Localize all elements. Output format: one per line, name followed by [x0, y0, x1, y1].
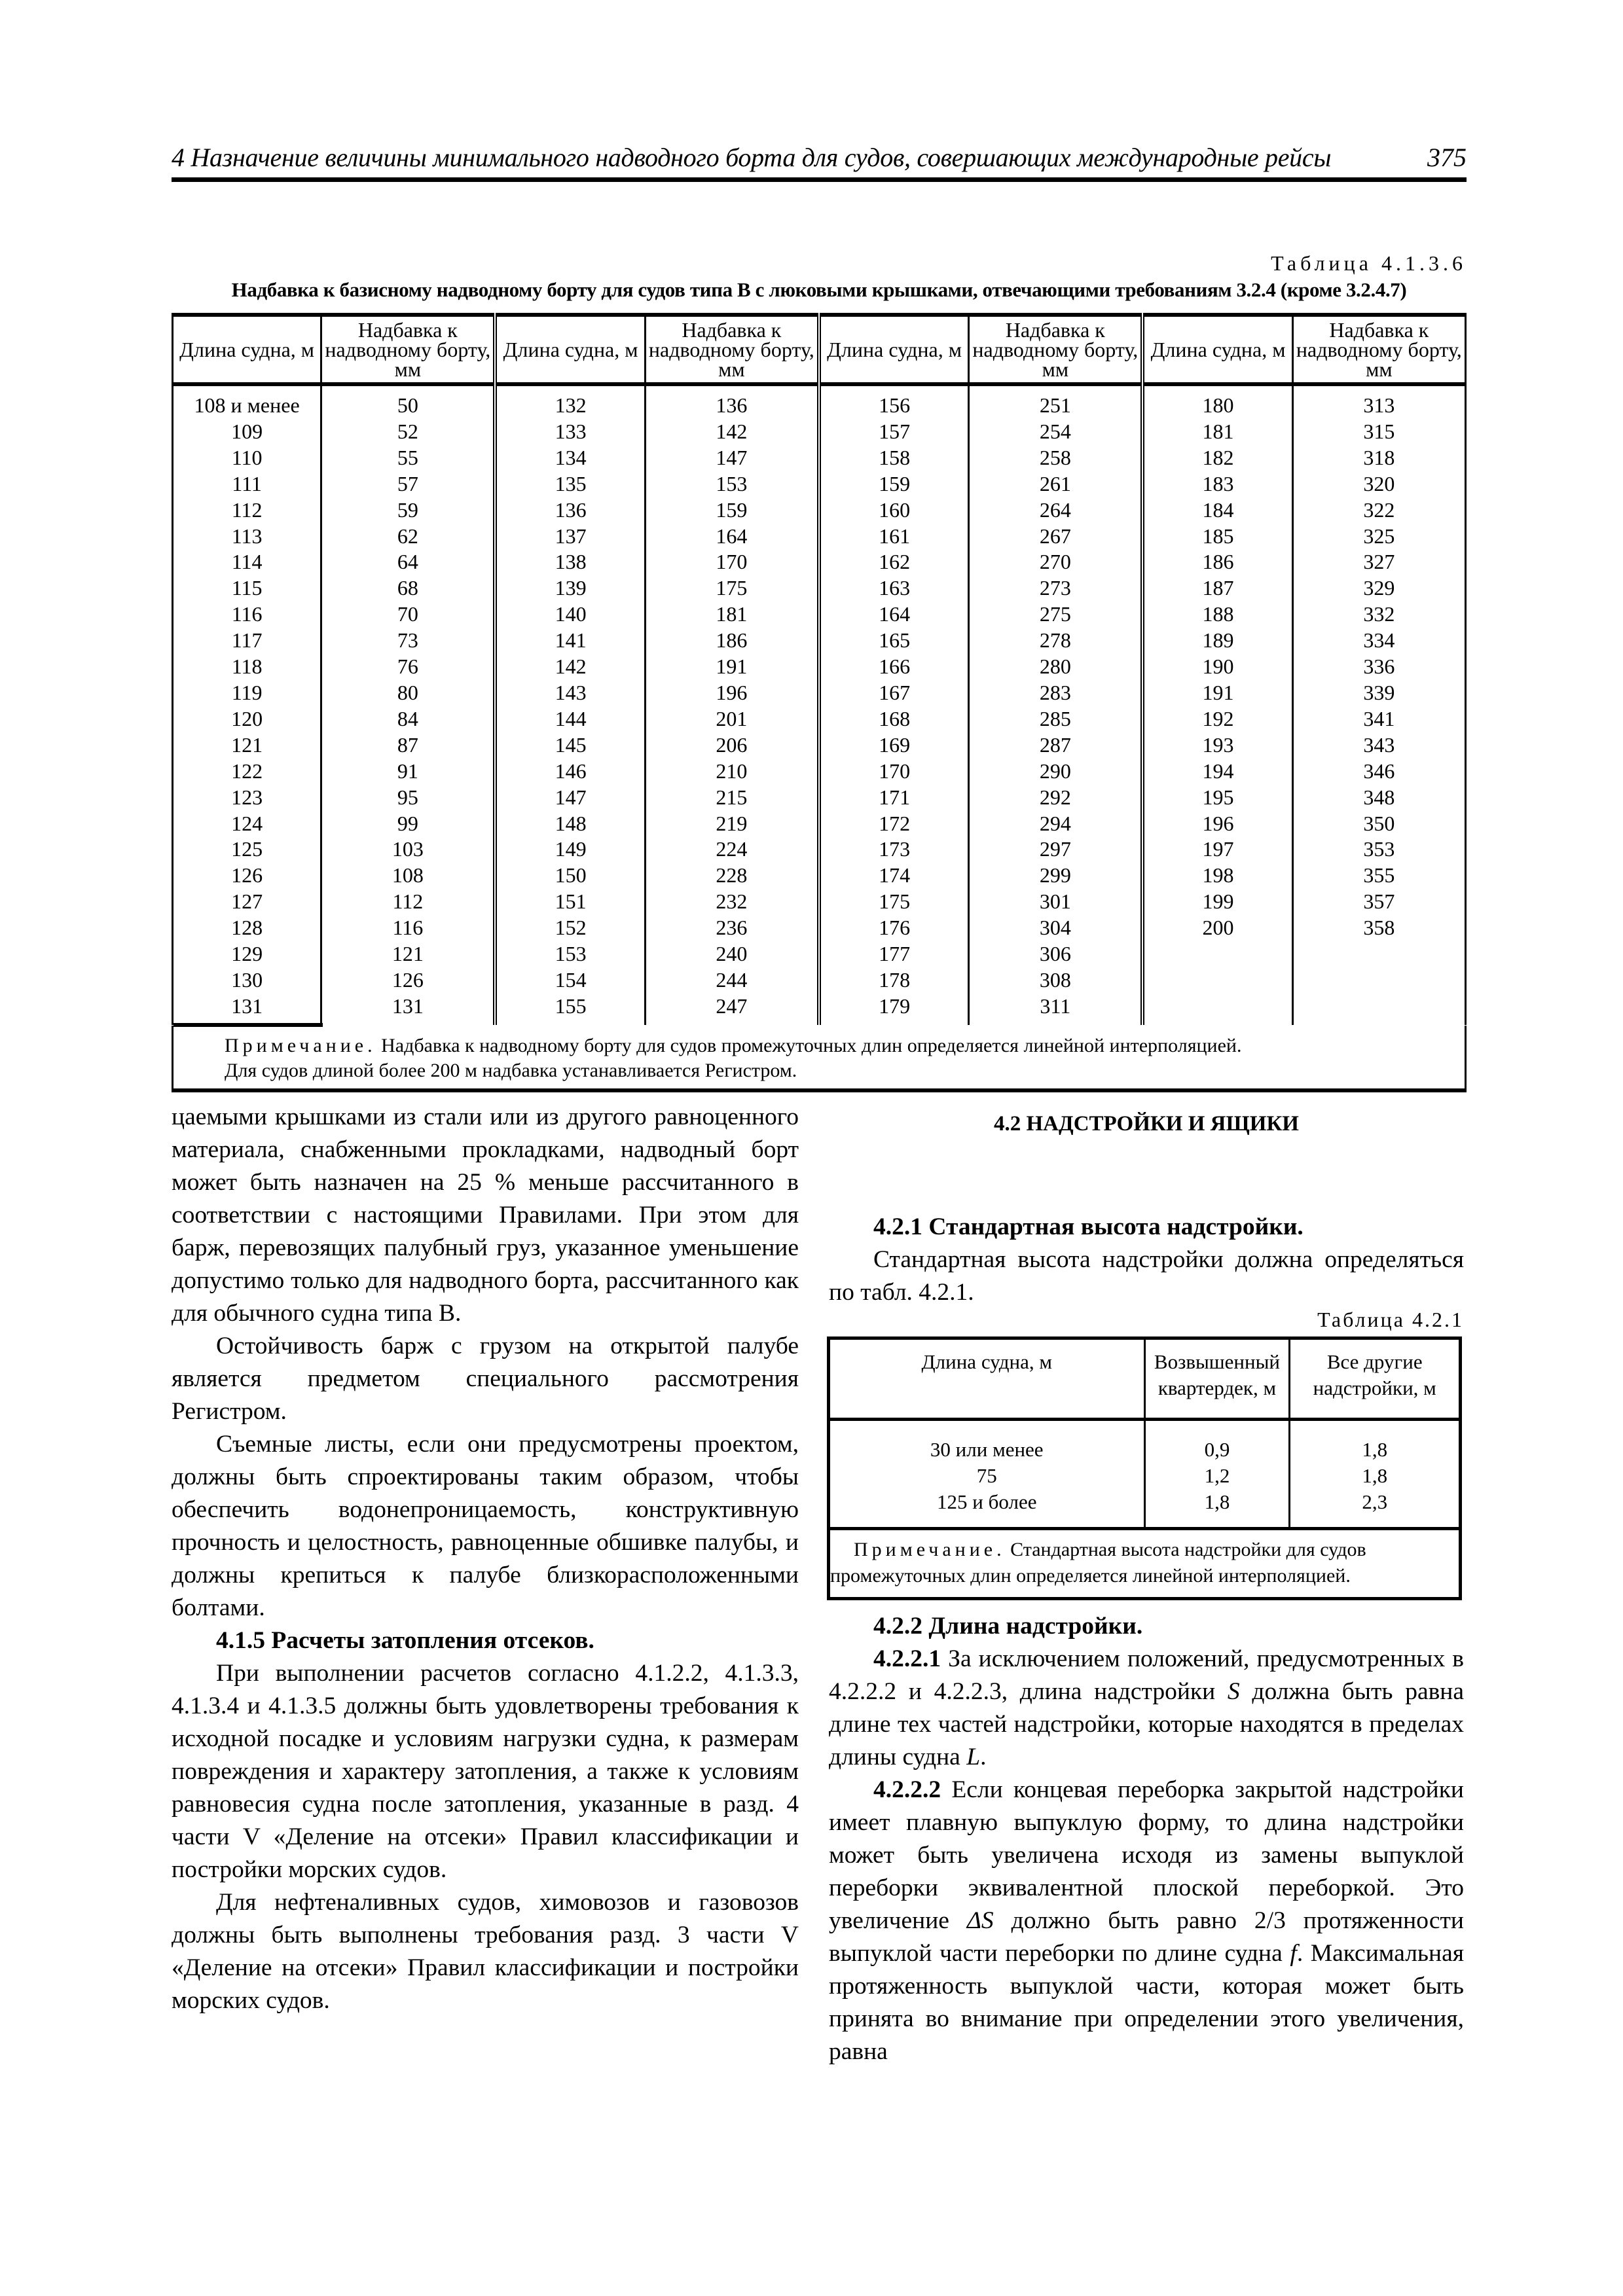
cell-ship-length: 138	[495, 549, 645, 575]
cell-ship-length: 180	[1142, 384, 1292, 419]
cell-ship-length: 131	[173, 994, 321, 1025]
cell-freeboard-correction: 84	[321, 706, 496, 732]
cell-ship-length: 159	[819, 471, 969, 497]
cell-freeboard-correction: 76	[321, 654, 496, 680]
cell-ship-length: 173	[819, 836, 969, 863]
table-row: 30 или менее 0,9 1,8	[829, 1420, 1461, 1463]
cell-ship-length: 187	[1142, 575, 1292, 601]
cell-ship-length: 188	[1142, 601, 1292, 628]
section-heading-4-2-1: 4.2.1 Стандартная высота надстройки.	[873, 1213, 1304, 1240]
cell-freeboard-correction: 108	[321, 863, 496, 889]
cell-ship-length: 169	[819, 732, 969, 759]
table-row	[173, 836, 1466, 863]
cell-freeboard-correction: 215	[645, 785, 819, 811]
cell-ship-length: 153	[495, 941, 645, 967]
cell-freeboard-correction: 299	[969, 863, 1143, 889]
header-correction: Надбавка к надводному борту, мм	[645, 315, 819, 384]
section-title-4-2: 4.2 НАДСТРОЙКИ И ЯЩИКИ	[994, 1112, 1299, 1136]
cell-ship-length: 154	[495, 967, 645, 994]
cell-freeboard-correction: 175	[645, 575, 819, 601]
cell-freeboard-correction: 87	[321, 732, 496, 759]
cell-freeboard-correction: 91	[321, 759, 496, 785]
table-row	[173, 863, 1466, 889]
cell-ship-length: 185	[1142, 524, 1292, 550]
table-row	[173, 967, 1466, 994]
cell-freeboard-correction: 121	[321, 941, 496, 967]
table-row	[173, 497, 1466, 524]
cell-ship-length: 144	[495, 706, 645, 732]
cell-ship-length	[1142, 967, 1292, 994]
note-text: Стандартная высота надстройки для судов промежуточных длин определяется линейной интерполяцией.	[830, 1539, 1366, 1587]
cell-freeboard-correction: 62	[321, 524, 496, 550]
cell-ship-length: 171	[819, 785, 969, 811]
cell-ship-length: 166	[819, 654, 969, 680]
cell-ship-length: 161	[819, 524, 969, 550]
cell-ship-length: 110	[173, 445, 321, 471]
cell-freeboard-correction: 210	[645, 759, 819, 785]
cell-freeboard-correction: 147	[645, 445, 819, 471]
cell-freeboard-correction: 343	[1363, 732, 1395, 757]
cell-ship-length: 135	[495, 471, 645, 497]
cell-freeboard-correction: 73	[321, 628, 496, 654]
cell-ship-length: 179	[819, 994, 969, 1025]
cell-freeboard-correction: 327	[1363, 550, 1395, 574]
table-row	[173, 994, 1466, 1025]
cell-freeboard-correction: 358	[1363, 916, 1395, 940]
cell-freeboard-correction: 285	[969, 706, 1143, 732]
note-line-1: Надбавка к надводному борту для судов промежуточных длин определяется линейной интерполяцией.	[381, 1035, 1242, 1056]
cell-freeboard-correction: 329	[1363, 576, 1395, 600]
cell-freeboard-correction: 320	[1363, 471, 1395, 495]
cell-freeboard-correction: 350	[1363, 811, 1395, 835]
table-row: 75 1,2 1,8	[829, 1463, 1461, 1489]
cell-freeboard-correction: 278	[969, 628, 1143, 654]
cell-freeboard-correction: 308	[969, 967, 1143, 994]
cell-freeboard-correction: 287	[969, 732, 1143, 759]
cell-ship-length: 192	[1142, 706, 1292, 732]
cell-ship-length: 143	[495, 680, 645, 706]
cell-freeboard-correction: 336	[1363, 655, 1395, 679]
cell-ship-length: 121	[173, 732, 321, 759]
table-row	[173, 549, 1466, 575]
cell-ship-length: 132	[495, 384, 645, 419]
cell-freeboard-correction: 251	[969, 384, 1143, 419]
cell-freeboard-correction: 50	[321, 384, 496, 419]
table-row	[173, 706, 1466, 732]
cell-freeboard-correction: 318	[1363, 445, 1395, 469]
paragraph: Стандартная высота надстройки должна определяться по табл. 4.2.1.	[829, 1246, 1464, 1306]
table-body	[173, 384, 1466, 1025]
cell-freeboard-correction: 219	[645, 811, 819, 837]
table-row	[173, 575, 1466, 601]
note-label: Примечание.	[225, 1035, 376, 1056]
table-row	[173, 384, 1466, 419]
cell-freeboard-correction: 55	[321, 445, 496, 471]
cell-ship-length: 119	[173, 680, 321, 706]
clause-number: 4.2.2.1	[873, 1645, 941, 1672]
cell-freeboard-correction: 131	[321, 994, 496, 1025]
cell-ship-length: 163	[819, 575, 969, 601]
table-row	[173, 654, 1466, 680]
cell-ship-length: 182	[1142, 445, 1292, 471]
cell-freeboard-correction: 224	[645, 836, 819, 863]
cell-ship-length: 125	[173, 836, 321, 863]
cell-freeboard-correction: 270	[969, 549, 1143, 575]
cell-ship-length: 170	[819, 759, 969, 785]
cell-freeboard-correction: 59	[321, 497, 496, 524]
cell-freeboard-correction: 64	[321, 549, 496, 575]
cell-freeboard-correction: 159	[645, 497, 819, 524]
cell-freeboard-correction: 280	[969, 654, 1143, 680]
cell-ship-length: 197	[1142, 836, 1292, 863]
paragraph: Съемные листы, если они предусмотрены проектом, должны быть спроектированы таким образом, чтобы обеспечить водонепроницаемость, конструктивную прочность и целостность, равноценные обшивке палубы, и должны крепиться к палубе близкорасположенными болтами.	[172, 1431, 799, 1621]
cell-freeboard-correction: 264	[969, 497, 1143, 524]
cell-freeboard-correction: 341	[1363, 706, 1395, 730]
cell-ship-length: 129	[173, 941, 321, 967]
cell-ship-length: 198	[1142, 863, 1292, 889]
cell-ship-length: 195	[1142, 785, 1292, 811]
section-heading-4-2-2: 4.2.2 Длина надстройки.	[873, 1613, 1143, 1640]
cell-ship-length: 120	[173, 706, 321, 732]
cell-ship-length: 145	[495, 732, 645, 759]
cell-freeboard-correction: 228	[645, 863, 819, 889]
cell-freeboard-correction: 126	[321, 967, 496, 994]
header-raised-quarterdeck: Возвышенный квартердек, м	[1144, 1338, 1290, 1420]
cell-freeboard-correction: 240	[645, 941, 819, 967]
cell-ship-length: 191	[1142, 680, 1292, 706]
cell-freeboard-correction: 297	[969, 836, 1143, 863]
cell-ship-length: 152	[495, 915, 645, 941]
cell-freeboard-correction	[1292, 941, 1465, 967]
cell-ship-length: 137	[495, 524, 645, 550]
cell-ship-length: 123	[173, 785, 321, 811]
cell-freeboard-correction: 325	[1363, 524, 1395, 548]
cell-ship-length: 109	[173, 419, 321, 445]
cell-ship-length: 168	[819, 706, 969, 732]
cell-ship-length: 165	[819, 628, 969, 654]
cell-freeboard-correction: 57	[321, 471, 496, 497]
cell-freeboard-correction: 290	[969, 759, 1143, 785]
table-row	[173, 680, 1466, 706]
cell-freeboard-correction: 196	[645, 680, 819, 706]
page-number: 375	[1427, 143, 1467, 172]
header-correction: Надбавка к надводному борту, мм	[321, 315, 496, 384]
paragraph-4-2-2-2: 4.2.2.2 Если концевая переборка закрытой надстройки имеет плавную выпуклую форму, то длина надстройки может быть увеличена исходя из замены выпуклой переборки эквивалентной плоской переборкой. Это увеличение ΔS должно быть равно 2/3 протяженности выпуклой части переборки по длине судна f. Максимальная протяженность выпуклой части, которая может быть принята во внимание при определении этого увеличения, равна	[829, 1776, 1465, 2065]
cell-ship-length: 193	[1142, 732, 1292, 759]
cell-freeboard-correction: 186	[645, 628, 819, 654]
cell-ship-length: 189	[1142, 628, 1292, 654]
cell-freeboard-correction: 311	[969, 994, 1143, 1025]
cell-freeboard-correction: 273	[969, 575, 1143, 601]
table-header-row	[829, 1338, 1461, 1420]
cell-freeboard-correction: 164	[645, 524, 819, 550]
header-correction: Надбавка к надводному борту, мм	[1292, 315, 1465, 384]
table-row	[173, 419, 1466, 445]
cell-freeboard-correction: 68	[321, 575, 496, 601]
cell-ship-length: 116	[173, 601, 321, 628]
table-note-4136	[172, 1026, 1467, 1092]
table-row	[173, 889, 1466, 915]
cell-ship-length: 134	[495, 445, 645, 471]
cell-ship-length: 186	[1142, 549, 1292, 575]
cell-freeboard-correction: 99	[321, 811, 496, 837]
section-heading-4-1-5: 4.1.5 Расчеты затопления отсеков.	[216, 1627, 594, 1654]
cell-ship-length: 178	[819, 967, 969, 994]
cell-freeboard-correction: 136	[645, 384, 819, 419]
table-row: 125 и более 1,8 2,3	[829, 1489, 1461, 1529]
cell-ship-length: 108 и менее	[173, 384, 321, 419]
cell-ship-length: 124	[173, 811, 321, 837]
paragraph: Остойчивость барж с грузом на открытой палубе является предметом специального рассмотрения Регистром.	[172, 1333, 799, 1425]
cell-ship-length: 199	[1142, 889, 1292, 915]
header-length: Длина судна, м	[173, 315, 321, 384]
table-row	[173, 471, 1466, 497]
table-row	[173, 785, 1466, 811]
cell-freeboard-correction: 244	[645, 967, 819, 994]
cell-ship-length: 141	[495, 628, 645, 654]
symbol-S: S	[1227, 1678, 1240, 1705]
cell-freeboard-correction: 254	[969, 419, 1143, 445]
table-row	[173, 524, 1466, 550]
cell-ship-length: 183	[1142, 471, 1292, 497]
cell-freeboard-correction: 292	[969, 785, 1143, 811]
cell-freeboard-correction: 95	[321, 785, 496, 811]
cell-ship-length: 118	[173, 654, 321, 680]
cell-ship-length: 184	[1142, 497, 1292, 524]
cell-freeboard-correction: 206	[645, 732, 819, 759]
cell-ship-length: 162	[819, 549, 969, 575]
paragraph: Для нефтеналивных судов, химовозов и газовозов должны быть выполнены требования разд. 3 части V «Деление на отсеки» Правил классификации и постройки морских судов.	[172, 1889, 799, 2014]
freeboard-correction-table	[172, 313, 1467, 1025]
cell-ship-length: 164	[819, 601, 969, 628]
cell-ship-length: 158	[819, 445, 969, 471]
cell-freeboard-correction: 258	[969, 445, 1143, 471]
cell-ship-length: 112	[173, 497, 321, 524]
table-row	[173, 628, 1466, 654]
cell-ship-length: 176	[819, 915, 969, 941]
cell-ship-length: 128	[173, 915, 321, 941]
cell-freeboard-correction: 201	[645, 706, 819, 732]
paragraph: При выполнении расчетов согласно 4.1.2.2, 4.1.3.3, 4.1.3.4 и 4.1.3.5 должны быть удовлетворены требования к исходной посадке и условиям нагрузки судна, к размерам повреждения и характеру затопления, а также к условиям равновесия судна после затопления, указанные в разд. 4 части V «Деление на отсеки» Правил классификации и постройки морских судов.	[172, 1660, 799, 1883]
cell-ship-length: 122	[173, 759, 321, 785]
cell-freeboard-correction: 142	[645, 419, 819, 445]
cell-ship-length: 156	[819, 384, 969, 419]
paragraph-4-2-2-1: 4.2.2.1 За исключением положений, предусмотренных в 4.2.2.2 и 4.2.2.3, длина надстройки S должна быть равна длине тех частей надстройки, которые находятся в пределах длины судна L.	[829, 1645, 1465, 1770]
cell-freeboard-correction: 355	[1363, 863, 1395, 888]
cell-ship-length: 151	[495, 889, 645, 915]
cell-freeboard-correction: 112	[321, 889, 496, 915]
table-row	[173, 915, 1466, 941]
cell-ship-length: 133	[495, 419, 645, 445]
cell-freeboard-correction: 80	[321, 680, 496, 706]
cell-freeboard-correction: 304	[969, 915, 1143, 941]
table-header-row	[173, 315, 1466, 384]
cell-ship-length: 114	[173, 549, 321, 575]
cell-ship-length: 196	[1142, 811, 1292, 837]
table-row	[173, 759, 1466, 785]
cell-ship-length: 194	[1142, 759, 1292, 785]
cell-ship-length: 139	[495, 575, 645, 601]
cell-freeboard-correction: 334	[1363, 628, 1395, 653]
cell-ship-length: 130	[173, 967, 321, 994]
cell-freeboard-correction: 267	[969, 524, 1143, 550]
cell-freeboard-correction: 261	[969, 471, 1143, 497]
table-row	[173, 445, 1466, 471]
cell-freeboard-correction: 315	[1363, 419, 1395, 443]
cell-ship-length: 136	[495, 497, 645, 524]
cell-ship-length: 115	[173, 575, 321, 601]
cell-freeboard-correction: 357	[1363, 889, 1395, 914]
cell-freeboard-correction	[1292, 994, 1465, 1025]
cell-ship-length: 140	[495, 601, 645, 628]
cell-ship-length: 147	[495, 785, 645, 811]
cell-ship-length	[1142, 994, 1292, 1025]
cell-ship-length: 126	[173, 863, 321, 889]
cell-freeboard-correction: 70	[321, 601, 496, 628]
cell-ship-length: 150	[495, 863, 645, 889]
header-length: Длина судна, м	[819, 315, 969, 384]
cell-freeboard-correction: 275	[969, 601, 1143, 628]
cell-freeboard-correction: 232	[645, 889, 819, 915]
cell-ship-length: 177	[819, 941, 969, 967]
left-text-column	[172, 1101, 799, 2017]
running-header	[172, 141, 1467, 182]
cell-ship-length: 167	[819, 680, 969, 706]
table-row	[173, 732, 1466, 759]
cell-ship-length: 200	[1142, 915, 1292, 941]
cell-ship-length: 172	[819, 811, 969, 837]
cell-freeboard-correction: 294	[969, 811, 1143, 837]
divider	[173, 1023, 323, 1027]
cell-ship-length: 157	[819, 419, 969, 445]
cell-freeboard-correction: 247	[645, 994, 819, 1025]
table-caption-4136: Надбавка к базисному надводному борту для судов типа В с люковыми крышками, отвечающими требованиям 3.2.4 (кроме 3.2.4.7)	[231, 278, 1407, 301]
symbol-delta-S: ΔS	[966, 1907, 994, 1934]
superstructure-height-table	[827, 1336, 1462, 1600]
cell-ship-length: 149	[495, 836, 645, 863]
table-row	[173, 601, 1466, 628]
cell-freeboard-correction: 181	[645, 601, 819, 628]
header-length: Длина судна, м	[1142, 315, 1292, 384]
paragraph: цаемыми крышками из стали или из другого равноценного материала, снабженными прокладками, надводный борт может быть назначен на 25 % меньше рассчитанного в соответствии с настоящими Правилами. При этом для барж, перевозящих палубный груз, указанное уменьшение допустимо только для надводного борта, рассчитанного как для обычного судна типа В.	[172, 1103, 799, 1327]
cell-freeboard-correction: 170	[645, 549, 819, 575]
cell-freeboard-correction: 301	[969, 889, 1143, 915]
cell-freeboard-correction: 348	[1363, 785, 1395, 809]
cell-freeboard-correction: 332	[1363, 602, 1395, 626]
cell-ship-length: 111	[173, 471, 321, 497]
cell-freeboard-correction: 283	[969, 680, 1143, 706]
header-length: Длина судна, м	[495, 315, 645, 384]
cell-freeboard-correction: 116	[321, 915, 496, 941]
note-label: Примечание.	[854, 1539, 1006, 1560]
cell-ship-length: 174	[819, 863, 969, 889]
clause-number: 4.2.2.2	[873, 1776, 941, 1803]
cell-freeboard-correction: 322	[1363, 497, 1395, 522]
table-row	[173, 811, 1466, 837]
cell-freeboard-correction: 153	[645, 471, 819, 497]
cell-freeboard-correction: 103	[321, 836, 496, 863]
cell-ship-length: 127	[173, 889, 321, 915]
symbol-L: L	[966, 1744, 981, 1770]
cell-freeboard-correction: 346	[1363, 759, 1395, 783]
cell-freeboard-correction: 353	[1363, 837, 1395, 861]
cell-freeboard-correction: 313	[1363, 393, 1395, 417]
cell-ship-length: 117	[173, 628, 321, 654]
header-other-superstructures: Все другие надстройки, м	[1290, 1338, 1461, 1420]
table-label-4136: Таблица 4.1.3.6	[1271, 251, 1467, 275]
header-ship-length: Длина судна, м	[829, 1338, 1145, 1420]
cell-ship-length: 142	[495, 654, 645, 680]
table-note-row	[829, 1529, 1461, 1599]
cell-ship-length: 181	[1142, 419, 1292, 445]
note-line-2: Для судов длиной более 200 м надбавка устанавливается Регистром.	[225, 1060, 797, 1081]
table-label-421: Таблица 4.2.1	[1317, 1308, 1464, 1331]
cell-freeboard-correction	[1292, 967, 1465, 994]
cell-freeboard-correction: 191	[645, 654, 819, 680]
cell-ship-length: 155	[495, 994, 645, 1025]
symbol-f: f	[1290, 1940, 1297, 1967]
cell-ship-length: 146	[495, 759, 645, 785]
cell-ship-length: 190	[1142, 654, 1292, 680]
cell-ship-length: 113	[173, 524, 321, 550]
cell-freeboard-correction: 52	[321, 419, 496, 445]
cell-ship-length: 148	[495, 811, 645, 837]
table-note-421	[829, 1529, 1461, 1599]
chapter-title: 4 Назначение величины минимального надводного борта для судов, совершающих международные рейсы	[172, 143, 1332, 172]
cell-ship-length: 160	[819, 497, 969, 524]
table-row	[173, 941, 1466, 967]
cell-freeboard-correction: 306	[969, 941, 1143, 967]
cell-freeboard-correction: 339	[1363, 680, 1395, 704]
header-correction: Надбавка к надводному борту, мм	[969, 315, 1143, 384]
cell-ship-length	[1142, 941, 1292, 967]
cell-ship-length: 175	[819, 889, 969, 915]
cell-freeboard-correction: 236	[645, 915, 819, 941]
